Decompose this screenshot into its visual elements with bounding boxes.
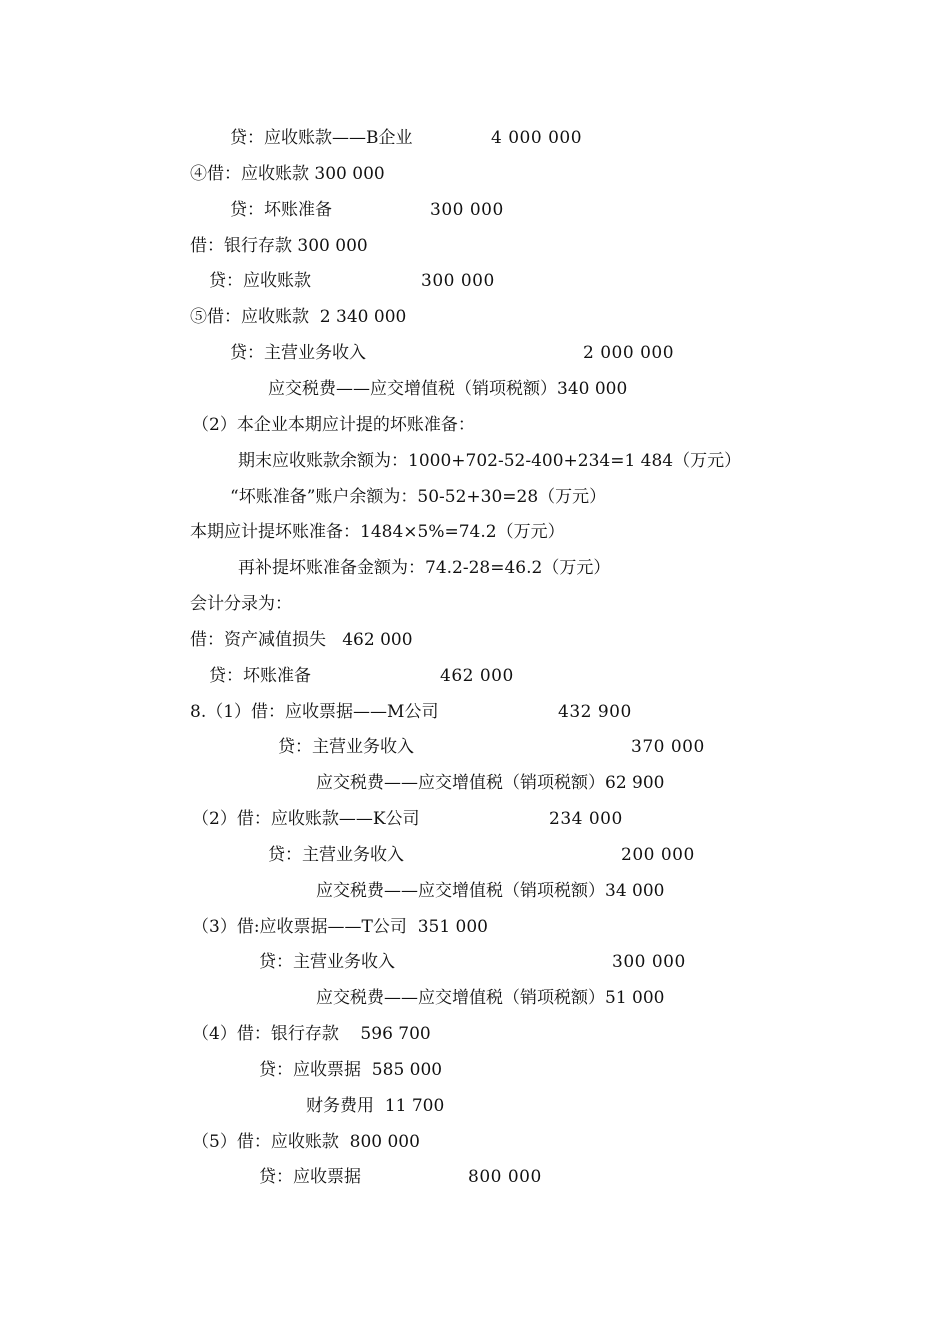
entry-line-24: 贷：主营业务收入 <box>259 952 395 972</box>
entry-line-26: （4）借：银行存款 596 700 <box>192 1024 431 1044</box>
entry-line-15: 借：资产减值损失 462 000 <box>190 630 413 650</box>
entry-line-7: 贷：主营业务收入 <box>230 343 366 363</box>
entry-line-29: （5）借：应收账款 800 000 <box>192 1132 420 1152</box>
entry-amount-24: 300 000 <box>612 952 686 972</box>
entry-line-21: 贷：主营业务收入 <box>268 845 404 865</box>
entry-amount-16: 462 000 <box>440 666 514 686</box>
entry-amount-30: 800 000 <box>468 1167 542 1187</box>
calc-line-1: 期末应收账款余额为：1000+702-52-400+234=1 484（万元） <box>238 451 742 471</box>
entry-line-30: 贷：应收票据 <box>259 1167 361 1187</box>
entry-amount-5: 300 000 <box>421 271 495 291</box>
entry-amount-21: 200 000 <box>621 845 695 865</box>
entry-line-19: 应交税费——应交增值税（销项税额）62 900 <box>316 773 665 793</box>
section-heading-2: （2）本企业本期应计提的坏账准备： <box>192 415 475 435</box>
entry-line-6: ⑤借：应收账款 2 340 000 <box>190 307 407 327</box>
journal-heading: 会计分录为： <box>190 594 292 614</box>
entry-amount-18: 370 000 <box>631 737 705 757</box>
entry-line-4: 借：银行存款 300 000 <box>190 236 368 256</box>
entry-line-2: ④借：应收账款 300 000 <box>190 164 385 184</box>
entry-line-1: 贷：应收账款——B企业 <box>230 128 413 148</box>
entry-line-22: 应交税费——应交增值税（销项税额）34 000 <box>316 881 665 901</box>
entry-line-3: 贷：坏账准备 <box>230 200 332 220</box>
calc-line-2: “坏账准备”账户余额为：50-52+30=28（万元） <box>230 487 607 507</box>
entry-line-17: 8.（1）借：应收票据——M公司 <box>190 702 439 722</box>
entry-line-18: 贷：主营业务收入 <box>278 737 414 757</box>
entry-amount-1: 4 000 000 <box>491 128 583 148</box>
entry-line-8: 应交税费——应交增值税（销项税额）340 000 <box>268 379 628 399</box>
entry-amount-3: 300 000 <box>430 200 504 220</box>
entry-amount-17: 432 900 <box>558 702 632 722</box>
entry-amount-7: 2 000 000 <box>583 343 675 363</box>
entry-amount-20: 234 000 <box>549 809 623 829</box>
entry-line-28: 财务费用 11 700 <box>306 1096 445 1116</box>
entry-line-27: 贷：应收票据 585 000 <box>259 1060 443 1080</box>
entry-line-20: （2）借：应收账款——K公司 <box>192 809 420 829</box>
entry-line-5: 贷：应收账款 <box>209 271 311 291</box>
entry-line-16: 贷：坏账准备 <box>209 666 311 686</box>
entry-line-23: （3）借:应收票据——T公司 351 000 <box>192 917 488 937</box>
calc-line-4: 再补提坏账准备金额为：74.2-28=46.2（万元） <box>238 558 611 578</box>
entry-line-25: 应交税费——应交增值税（销项税额）51 000 <box>316 988 665 1008</box>
calc-line-3: 本期应计提坏账准备：1484×5%=74.2（万元） <box>190 522 565 542</box>
